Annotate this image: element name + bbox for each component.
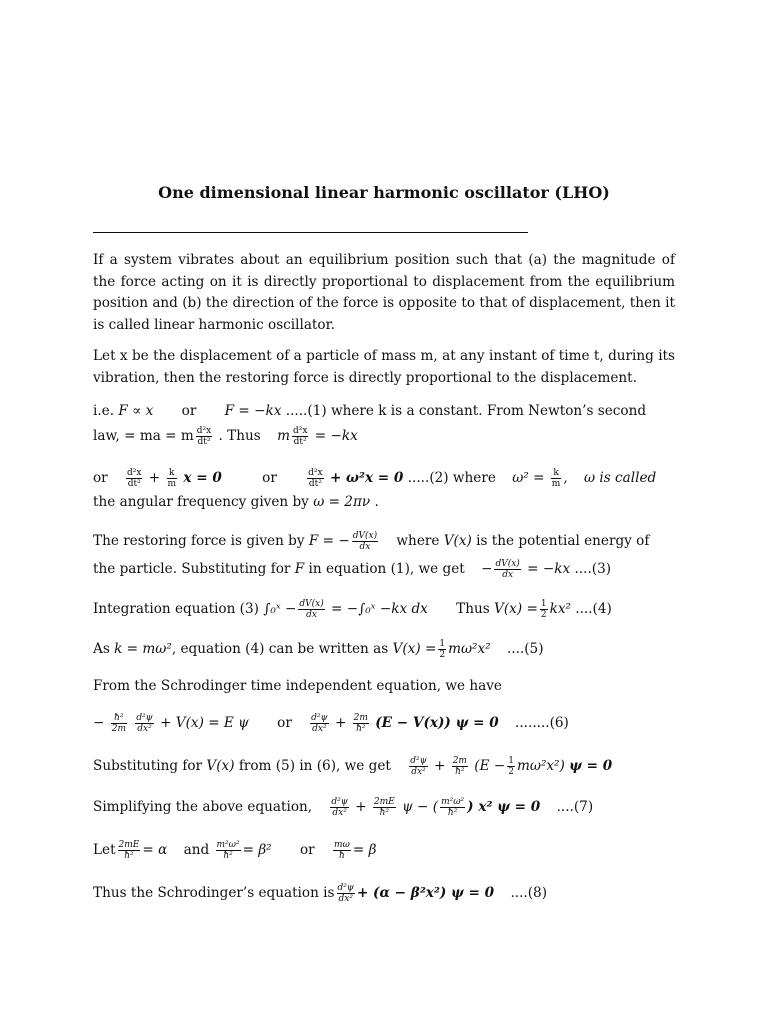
- fraction: $\frac{dV(x)}{dx}$: [352, 531, 378, 552]
- text: Substituting for: [93, 758, 203, 774]
- fraction: $\frac{\text{ħ²}}{2m}$: [111, 713, 126, 734]
- fraction: $\frac{k}{m}$: [167, 468, 177, 489]
- minus: −: [93, 715, 105, 731]
- expr: = β: [352, 842, 377, 858]
- equation-number: ....(4): [575, 601, 612, 617]
- text: i.e.: [93, 403, 115, 419]
- expr: = −∫₀ˣ −kx dx: [331, 601, 428, 617]
- equation-number: ....(7): [556, 799, 594, 815]
- expr: (E − V(x)) ψ = 0: [375, 715, 499, 731]
- fraction: $\frac{\text{d²ψ}}{\text{dx²}}$: [136, 713, 153, 734]
- fraction: $\frac{1}{2}$: [508, 756, 514, 777]
- text: where: [396, 533, 440, 549]
- expr: = −kx: [314, 428, 358, 444]
- expr: = −kx: [527, 561, 571, 577]
- text: , equation (4) can be written as: [171, 641, 389, 657]
- minus: −: [481, 561, 493, 577]
- equation-line-9: [93, 713, 693, 734]
- plus: +: [334, 715, 347, 731]
- expr: ) x² ψ = 0: [467, 799, 541, 815]
- text: Let: [93, 842, 116, 858]
- expr: ψ = 0: [569, 758, 613, 774]
- expr: kx²: [549, 601, 571, 617]
- expr: mω²x²): [516, 758, 565, 774]
- text: Integration equation (3): [93, 601, 259, 617]
- text: Thus the Schrodinger’s equation is: [93, 885, 335, 901]
- fraction: $\frac{dV(x)}{dx}$: [299, 599, 324, 620]
- text: .....(1) where k is a constant. From Newton’s second: [285, 403, 647, 419]
- equation-line-13: [93, 883, 693, 904]
- text: . Thus: [218, 428, 261, 444]
- fraction: $\frac{\text{m²ω²}}{\text{ħ²}}$: [441, 797, 465, 818]
- text: Simplifying the above equation,: [93, 799, 313, 815]
- text: The restoring force is given by: [93, 533, 305, 549]
- plus: +: [355, 799, 367, 815]
- expr: ψ − (: [402, 799, 439, 815]
- fraction: $\frac{1}{2}$: [540, 599, 547, 620]
- fraction: $\frac{\text{d²ψ}}{\text{dx²}}$: [311, 713, 328, 734]
- expr: = α: [142, 842, 168, 858]
- expr: (E −: [474, 758, 506, 774]
- text: or: [299, 842, 315, 858]
- expr: k = mω²: [114, 641, 172, 657]
- omega-squared: ω² =: [512, 470, 545, 486]
- equation-line-2: [93, 426, 693, 447]
- equation-line-10: [93, 756, 693, 777]
- text: or: [181, 403, 197, 419]
- text: the angular frequency given by: [93, 494, 309, 510]
- equation-number: ....(5): [506, 641, 544, 657]
- equation-line-12: [93, 840, 693, 861]
- fraction: $\frac{2m}{\text{ħ²}}$: [452, 756, 467, 777]
- equation-line-3: [93, 468, 693, 489]
- angular-frequency: ω = 2πν: [313, 494, 371, 510]
- force-symbol: F: [294, 561, 305, 577]
- comma: ,: [563, 470, 568, 486]
- fraction: $\frac{\text{d²ψ}}{\text{dx²}}$: [331, 797, 348, 818]
- fraction: $\frac{\text{d²x}}{\text{dt²}}$: [127, 468, 142, 489]
- plus: +: [433, 758, 446, 774]
- hooke-law: F = −kx: [224, 403, 282, 419]
- equation-line-6: [93, 559, 693, 580]
- expr: x = 0: [183, 470, 222, 486]
- paragraph-displacement: Let x be the displacement of a particle of mass m, at any instant of time t, during its vibration, then the restoring force is directly proportional to the displacement.: [93, 348, 675, 386]
- text: from (5) in (6), we get: [238, 758, 391, 774]
- fraction: $\frac{2m}{\text{ħ²}}$: [353, 713, 368, 734]
- equation-line-8: [93, 639, 693, 660]
- text: .....(2) where: [407, 470, 496, 486]
- potential: V(x) =: [392, 641, 437, 657]
- mass: m: [277, 428, 290, 444]
- fraction: $\frac{\text{d²x}}{\text{dt²}}$: [292, 426, 308, 447]
- text: is the potential energy of: [476, 533, 650, 549]
- page-title: One dimensional linear harmonic oscillator (LHO): [158, 183, 610, 202]
- integral: ∫₀ˣ −: [263, 601, 297, 617]
- text: Thus: [456, 601, 490, 617]
- equation-line-11: [93, 797, 693, 818]
- fraction: $\frac{k}{m}$: [551, 468, 561, 489]
- fraction: $\frac{m\omega}{ħ}$: [333, 840, 350, 861]
- expr: + (α − β²x²) ψ = 0: [356, 885, 495, 901]
- fraction: $\frac{1}{2}$: [439, 639, 446, 660]
- period: .: [374, 494, 379, 510]
- fraction: $\frac{\text{d²ψ}}{\text{dx²}}$: [410, 756, 427, 777]
- fraction: $\frac{2mE}{\text{ħ²}}$: [373, 797, 395, 818]
- plus: +: [148, 470, 161, 486]
- expr: + ω²x = 0: [329, 470, 404, 486]
- text: ω is called: [584, 470, 657, 486]
- text-line: From the Schrodinger time independent equation, we have: [93, 678, 502, 694]
- text: in equation (1), we get: [308, 561, 465, 577]
- text: law, = ma = m: [93, 428, 194, 444]
- text: the particle. Substituting for: [93, 561, 291, 577]
- equation-number: ........(6): [515, 715, 569, 731]
- equation-number: ....(8): [510, 885, 547, 901]
- expr: = β²: [242, 842, 272, 858]
- equation-line-1: [93, 401, 693, 421]
- expr: mω²x²: [448, 641, 491, 657]
- equation-line-7: [93, 599, 693, 620]
- fraction: $\frac{dV(x)}{dx}$: [495, 559, 520, 580]
- potential: V(x) =: [494, 601, 538, 617]
- proportional-expr: F ∝ x: [118, 403, 154, 419]
- potential: V(x): [206, 758, 235, 774]
- text: and: [183, 842, 210, 858]
- fraction: $\frac{\text{d²x}}{\text{dt²}}$: [308, 468, 323, 489]
- fraction: $\frac{2mE}{\text{ħ²}}$: [118, 840, 140, 861]
- equation-number: ....(3): [574, 561, 612, 577]
- force-expr: F = −: [308, 533, 350, 549]
- fraction: $\frac{\text{d²ψ}}{\text{dx²}}$: [337, 883, 354, 904]
- text: As: [93, 641, 110, 657]
- fraction: $\frac{\text{d²x}}{\text{dt²}}$: [196, 426, 212, 447]
- text: or: [277, 715, 292, 731]
- fraction: $\frac{\text{m²ω²}}{\text{ħ²}}$: [216, 840, 240, 861]
- text: or: [262, 470, 277, 486]
- equation-line-5: [93, 531, 693, 552]
- title-underline: [93, 232, 528, 233]
- paragraph-definition: If a system vibrates about an equilibrium position such that (a) the magnitude of the force acting on it is directly proportional to displacement from the equilibrium position and (b) the direction of the force is opposite to that of displacement, then it is called linear harmonic oscillator.: [93, 252, 675, 333]
- equation-line-4: [93, 492, 693, 512]
- text: or: [93, 470, 108, 486]
- expr: + V(x) = E ψ: [160, 715, 249, 731]
- potential: V(x): [443, 533, 472, 549]
